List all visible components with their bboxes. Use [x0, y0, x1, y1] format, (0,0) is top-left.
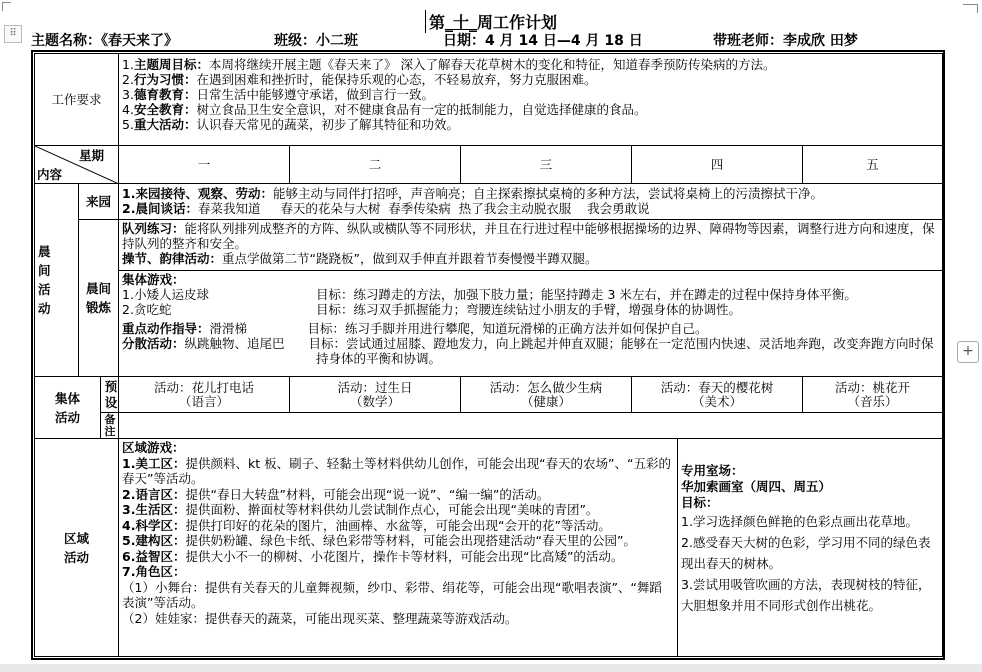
group-activity-wednesday: 活动：怎么做少生病 （健康）	[461, 377, 632, 413]
requirement-item: 1.主题周目标：本周将继续开展主题《春天来了》 深入了解春天花草树木的变化和特征，知道春季预防传染病的方法。	[122, 57, 776, 72]
preset-label: 预设	[101, 377, 119, 413]
date-range: 日期：4 月 14 日—4 月 18 日	[443, 33, 643, 49]
weekly-plan-table	[34, 53, 943, 657]
morning-activity-label: 晨间活动	[35, 184, 79, 377]
game-item: 2.贪吃蛇 目标：练习双手抓握能力；弯腰连续钻过小朋友的手臂，增强身体的协调性。	[122, 302, 742, 317]
day-monday: 一	[119, 146, 290, 184]
requirement-item: 3.德育教育：日常生活中能够遵守承诺，做到言行一致。	[122, 87, 434, 102]
group-activity-label: 集体活动	[35, 377, 101, 439]
regional-row	[35, 439, 943, 657]
exercise-row-games	[35, 271, 943, 377]
morning-exercise-label: 晨间锻炼	[79, 220, 119, 377]
arrival-label: 来园	[79, 184, 119, 220]
page-title: 第_十_周工作计划	[0, 10, 982, 33]
group-note-row	[35, 413, 943, 439]
area-item: 5.建构区：提供奶粉罐、绿色卡纸、绿色彩带等材料，可能会出现搭建活动“春天里的公园”。	[122, 533, 636, 548]
weekday-header-row	[35, 146, 943, 184]
requirements-content	[119, 54, 943, 146]
group-activity-friday: 活动：桃花开 （音乐）	[803, 377, 943, 413]
special-goal: 1.学习选择颜色鲜艳的色彩点画出花草地。	[681, 514, 918, 529]
free-activity: 分散活动：纵跳触物、追尾巴 目标：尝试通过屈膝、蹬地发力，向上跳起并伸直双腿；能够在一定范围内快速、灵活地奔跑，改变奔跑方向时保持身体的平衡和协调。	[122, 336, 934, 366]
requirements-row	[35, 54, 943, 146]
area-item: 7.角色区：	[122, 564, 186, 579]
area-item: 2.语言区：提供“春日大转盘”材料，可能会出现“说一说”、“编一编”的活动。	[122, 486, 550, 502]
role-item: （2）娃娃家：提供春天的蔬菜，可能出现买菜、整理蔬菜等游戏活动。	[122, 610, 518, 626]
note-label: 备注	[101, 413, 119, 439]
game-item: 1.小矮人运皮球 目标：练习蹲走的方法，加强下肢力量；能坚持蹲走 3 米左右，并在蹲走的过程中保持身体平衡。	[122, 287, 857, 302]
group-activity-thursday: 活动：春天的樱花树 （美术）	[632, 377, 803, 413]
role-item: （1）小舞台：提供有关春天的儿童舞视频，纱巾、彩带、绢花等，可能会出现“歌唱表演”、“舞蹈表演”等活动。	[122, 579, 662, 610]
teachers: 带班老师：李成欣 田梦	[713, 33, 858, 49]
group-preset-row	[35, 377, 943, 413]
games-content: 集体游戏： 1.小矮人运皮球 目标：练习蹲走的方法，加强下肢力量；能坚持蹲走 3 米左右，并在蹲走的过程中保持身体平衡。 2.贪吃蛇 目标：练习双手抓握能力；弯腰连续钻过小朋友的手臂，增强身体的协调性。 重点动作指导：滑滑梯 目标：练习手脚并用进行攀爬，知道玩滑梯的正确方法并如何保护自己。 分散活动：纵跳触物、追尾巴 目标：尝试通过屈膝、蹬地发力，向上跳起并伸直双腿；能够在一定范围内快速、灵活地奔跑，改变奔跑方向时保持身体的平衡和协调。	[119, 271, 943, 377]
day-wednesday: 三	[461, 146, 632, 184]
diagonal-header-cell	[35, 146, 119, 184]
regional-activity-label: 区域活动	[35, 439, 119, 657]
area-item: 4.科学区：提供打印好的花朵的图片，油画棒、水盆等，可能会出现“会开的花”等活动。	[122, 517, 611, 533]
area-item: 6.益智区：提供大小不一的柳树、小花图片，操作卡等材料，可能会出现“比高矮”的活动。	[122, 548, 624, 564]
area-item: 1.美工区：提供颜料、kt 板、刷子、轻黏土等材料供幼儿创作，可能会出现“春天的农场”、“五彩的春天”等活动。	[122, 455, 672, 486]
requirements-label: 工作要求	[35, 54, 119, 146]
day-friday: 五	[803, 146, 943, 184]
add-column-plus-icon[interactable]: +	[957, 341, 979, 363]
weekday-axis-label: 星期	[79, 148, 105, 163]
special-room: 专用室场： 华加索画室（周四、周五） 目标： 1.学习选择颜色鲜艳的色彩点画出花草地。 2.感受春天大树的色彩，学习用不同的绿色表现出春天的树林。 3.尝试用吸管吹画的方法，表现树枝的特征，大胆想象并用不同形式创作出桃花。	[678, 439, 943, 657]
requirement-item: 5.重大活动：认识春天常见的蔬菜，初步了解其特征和功效。	[122, 117, 459, 132]
content-axis-label: 内容	[37, 167, 63, 182]
arrival-content: 1.来园接待、观察、劳动：能够主动与同伴打招呼，声音响亮；自主探索擦拭桌椅的多种方法，尝试将桌椅上的污渍擦拭干净。 2.晨间谈话：春菜我知道 春天的花朵与大树 春季传染病 热了我会主动脱衣服 我会勇敢说	[119, 184, 943, 220]
day-tuesday: 二	[290, 146, 461, 184]
theme-name: 主题名称：《春天来了》	[31, 33, 178, 49]
note-content	[119, 413, 943, 439]
queue-and-rhythm: 队列练习：能将队列排列成整齐的方阵、纵队或横队等不同形状，并且在行进过程中能够根据操场的边界、障碍物等因素，调整行进方向和速度，保持队列的整齐和安全。 操节、韵律活动：重点学做第二节“跷跷板”，做到双手伸直并跟着节奏慢慢半蹲双腿。	[119, 220, 943, 271]
class-name: 班级：小二班	[274, 33, 358, 49]
table-move-handle-icon[interactable]: ⠿	[4, 25, 22, 43]
exercise-row-queue	[35, 220, 943, 271]
group-activity-tuesday: 活动：过生日 （数学）	[290, 377, 461, 413]
group-activity-monday: 活动：花儿打电话 （语言）	[119, 377, 290, 413]
day-thursday: 四	[632, 146, 803, 184]
status-bar	[0, 664, 982, 672]
arrival-row	[35, 184, 943, 220]
requirement-item: 4.安全教育：树立食品卫生安全意识，对不健康食品有一定的抵制能力，自觉选择健康的食品。	[122, 102, 647, 117]
regional-games: 区域游戏： 1.美工区：提供颜料、kt 板、刷子、轻黏土等材料供幼儿创作，可能会出现“春天的农场”、“五彩的春天”等活动。 2.语言区：提供“春日大转盘”材料，可能会出现“说一说”、“编一编”的活动。 3.生活区：提供面粉、擀面杖等材料供幼儿尝试制作点心，可能会出现“美味的青团”。 4.科学区：提供打印好的花朵的图片，油画棒、水盆等，可能会出现“会开的花”等活动。 5.建构区：提供奶粉罐、绿色卡纸、绿色彩带等材料，可能会出现搭建活动“春天里的公园”。 6.益智区：提供大小不一的柳树、小花图片，操作卡等材料，可能会出现“比高矮”的活动。 7.角色区： （1）小舞台：提供有关春天的儿童舞视频，纱巾、彩带、绢花等，可能会出现“歌唱表演”、“舞蹈表演”等活动。 （2）娃娃家：提供春天的蔬菜，可能出现买菜、整理蔬菜等游戏活动。	[119, 439, 678, 657]
requirement-item: 2.行为习惯：在遇到困难和挫折时，能保持乐观的心态，不轻易放弃，努力克服困难。	[122, 72, 597, 87]
area-item: 3.生活区：提供面粉、擀面杖等材料供幼儿尝试制作点心，可能会出现“美味的青团”。	[122, 502, 599, 517]
special-goal: 2.感受春天大树的色彩，学习用不同的绿色表现出春天的树林。	[681, 535, 931, 571]
special-goal: 3.尝试用吸管吹画的方法，表现树枝的特征，大胆想象并用不同形式创作出桃花。	[681, 577, 931, 613]
focus-guidance: 重点动作指导：滑滑梯 目标：练习手脚并用进行攀爬，知道玩滑梯的正确方法并如何保护自己。	[122, 321, 708, 336]
